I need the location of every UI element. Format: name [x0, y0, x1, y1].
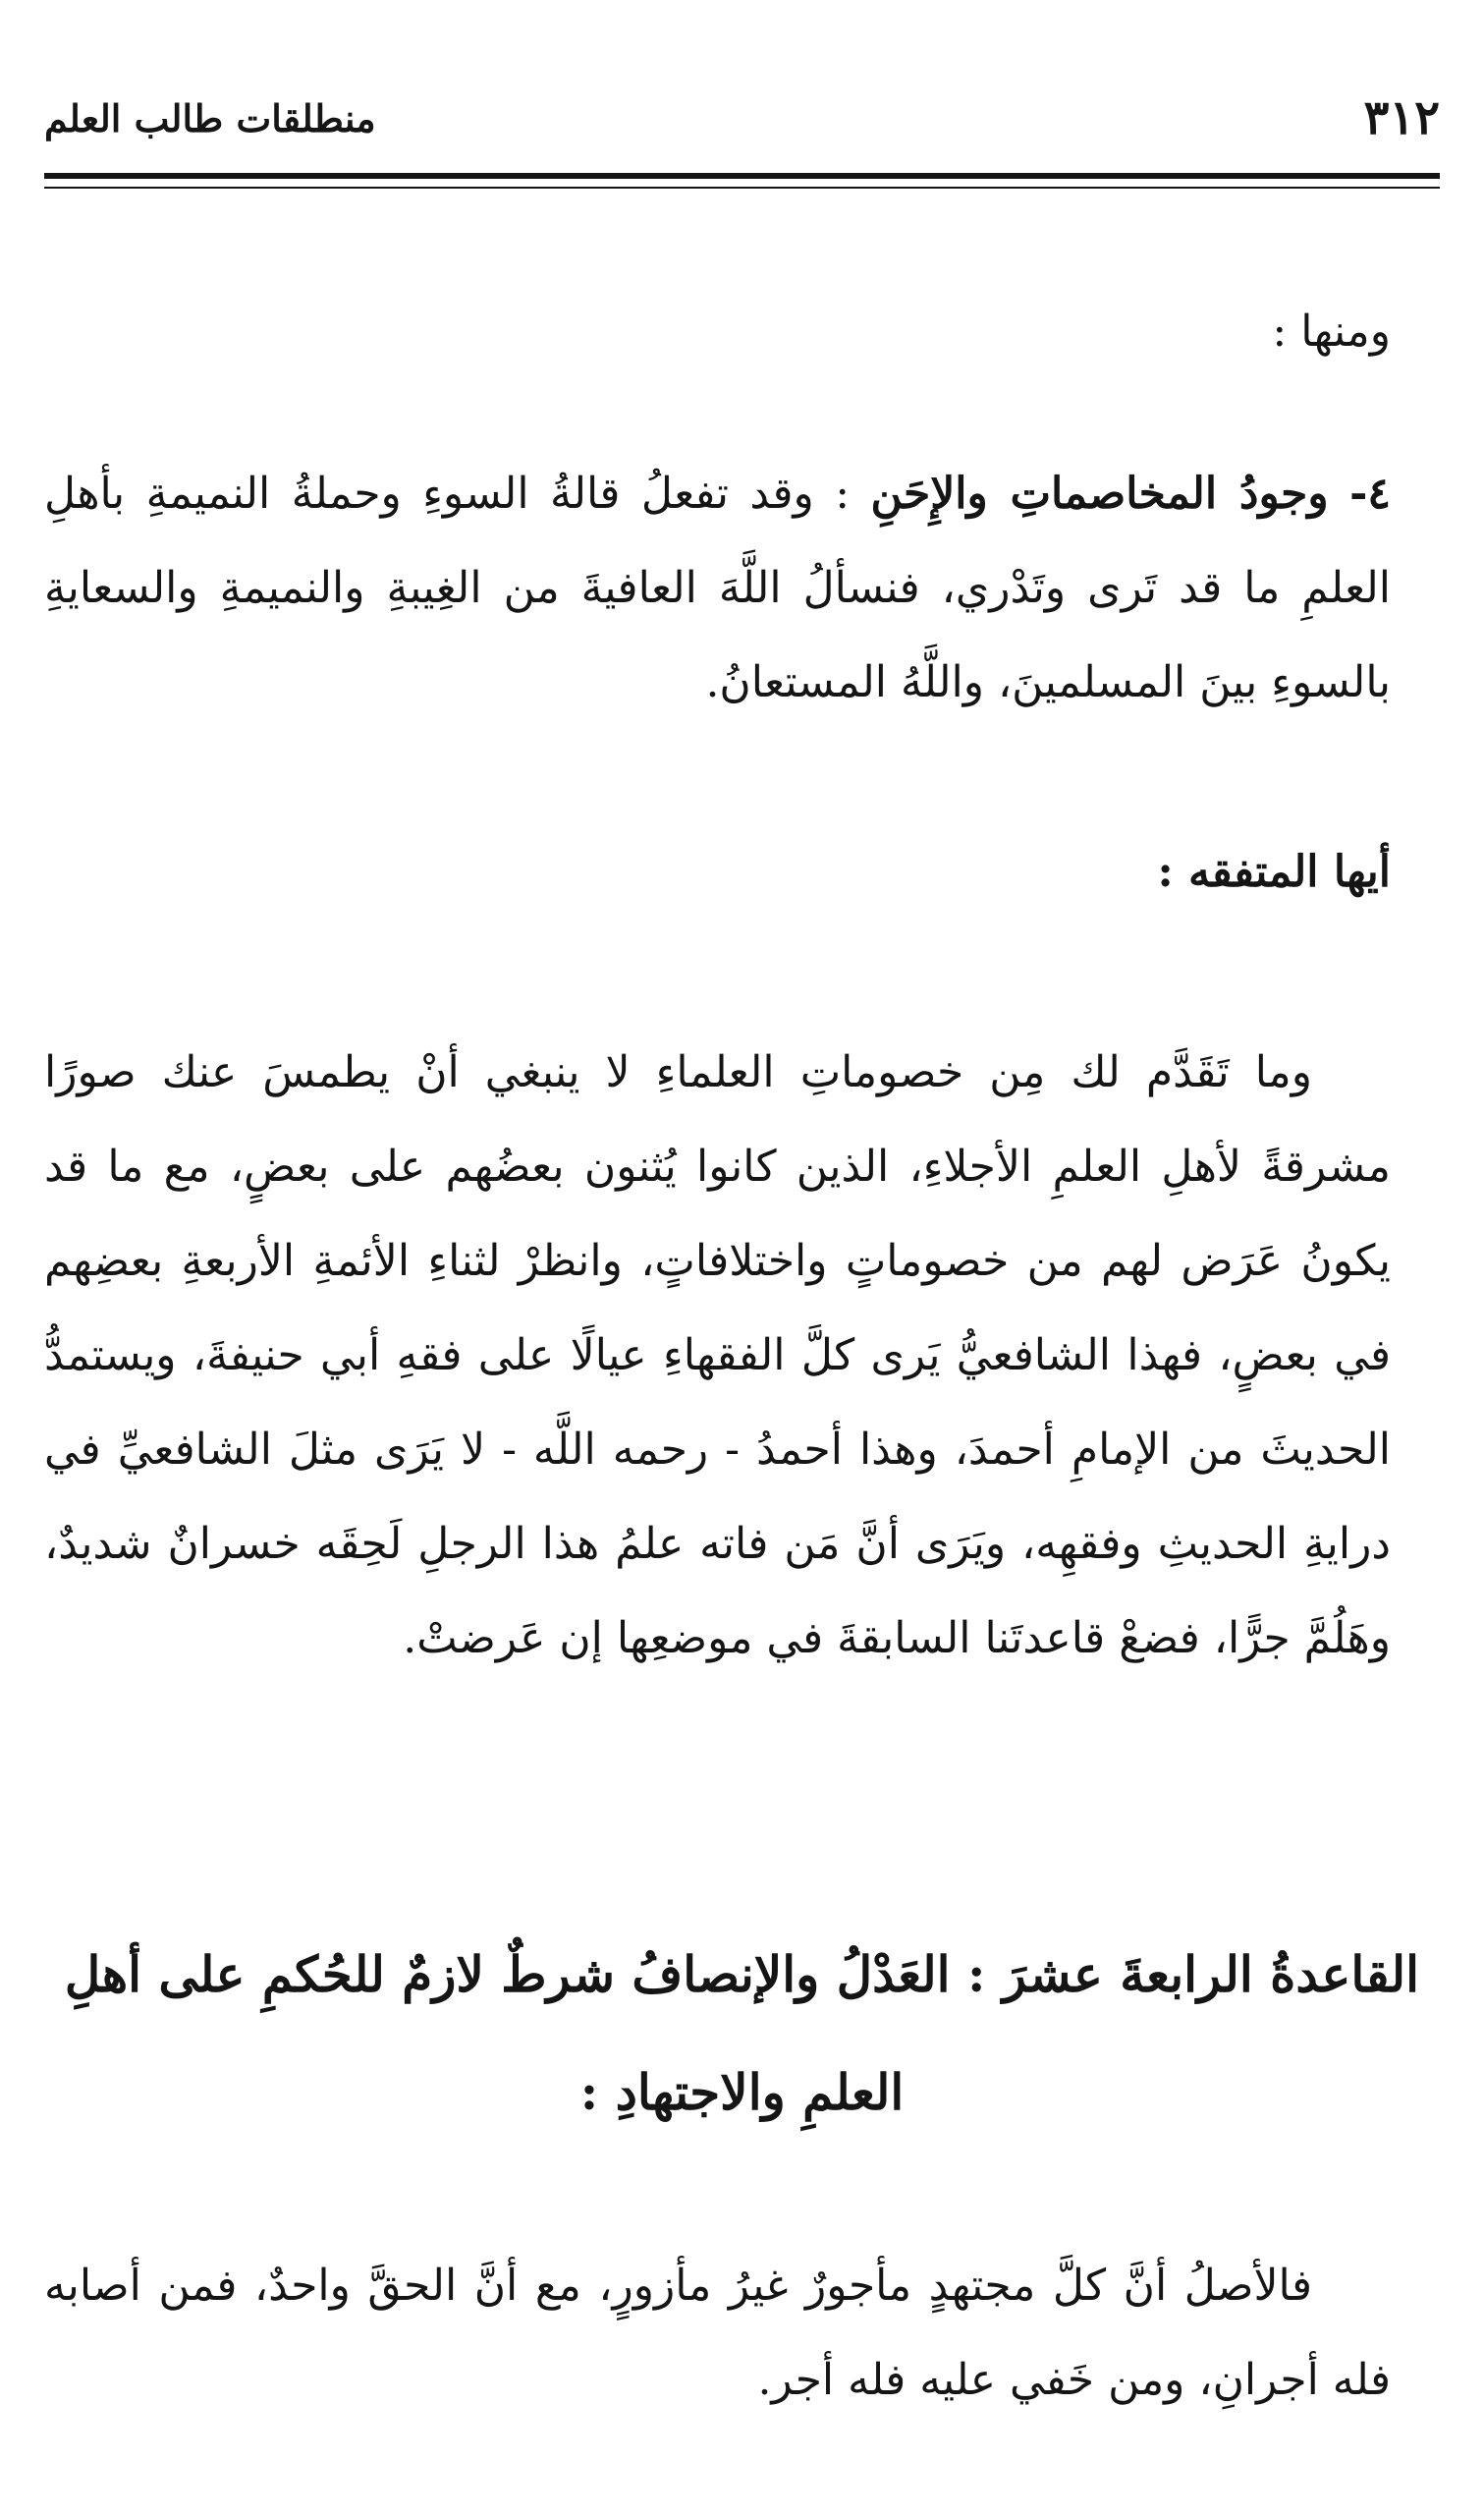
- page-number: ٣١٢: [1363, 90, 1440, 145]
- item-text: : وقد تفعلُ قالةُ السوءِ وحملةُ النميمةِ بأهلِ العلمِ ما قد تَرى وتَدْري، فنسألُ اللَّهَ العافيةَ من الغِيبةِ والنميمةِ والسعايةِ بالسوءِ بينَ المسلمينَ، واللَّهُ المستعانُ.: [44, 469, 1391, 707]
- item-title: وجودُ المخاصماتِ والإِحَنِ: [870, 469, 1329, 519]
- lead-in-text: ومنها :: [1272, 307, 1391, 357]
- running-header: [44, 84, 1440, 152]
- paragraph-2: فالأصلُ أنَّ كلَّ مجتهدٍ مأجورٌ غيرُ مأزورٍ، مع أنَّ الحقَّ واحدٌ، فمن أصابه فله أجرانِ، ومن خَفي عليه فله أجر.: [44, 2261, 1391, 2405]
- item-number: ٤-: [1349, 469, 1391, 519]
- paragraph-1: وما تَقَدَّم لك مِن خصوماتِ العلماءِ لا ينبغي أنْ يطمسَ عنك صورًا مشرقةً لأهلِ العلمِ الأجلاءِ، الذين كانوا يُثنون بعضُهم على بعضٍ، مع ما قد يكونُ عَرَض لهم من خصوماتٍ واختلافاتٍ، وانظرْ لثناءِ الأئمةِ الأربعةِ بعضِهم في بعضٍ، فهذا الشافعيُّ يَرى كلَّ الفقهاءِ عيالًا على فقهِ أبي حنيفةَ، ويستمدُّ الحديثَ من الإمامِ أحمدَ، وهذا أحمدُ - رحمه اللَّه - لا يَرَى مثلَ الشافعيِّ في درايةِ الحديثِ وفقهِه، ويَرَى أنَّ مَن فاته علمُ هذا الرجلِ لَحِقَه خسرانٌ شديدٌ، وهَلُمَّ جرًّا، فضعْ قاعدتَنا السابقةَ في موضعِها إن عَرضتْ.: [44, 1047, 1391, 1663]
- numbered-item: [44, 447, 1391, 730]
- book-title: منطلقات طالب العلم: [44, 96, 376, 140]
- header-rule-thin: [44, 187, 1440, 189]
- rule-title: القاعدةُ الرابعةَ عشرَ : العَدْلُ والإنصافُ شرطٌ لازمٌ للحُكمِ على أهلِ العلمِ والاجتهادِ :: [64, 1945, 1420, 2121]
- section-heading: أيها المتفقه :: [1157, 847, 1391, 897]
- header-rule-thick: [44, 173, 1440, 179]
